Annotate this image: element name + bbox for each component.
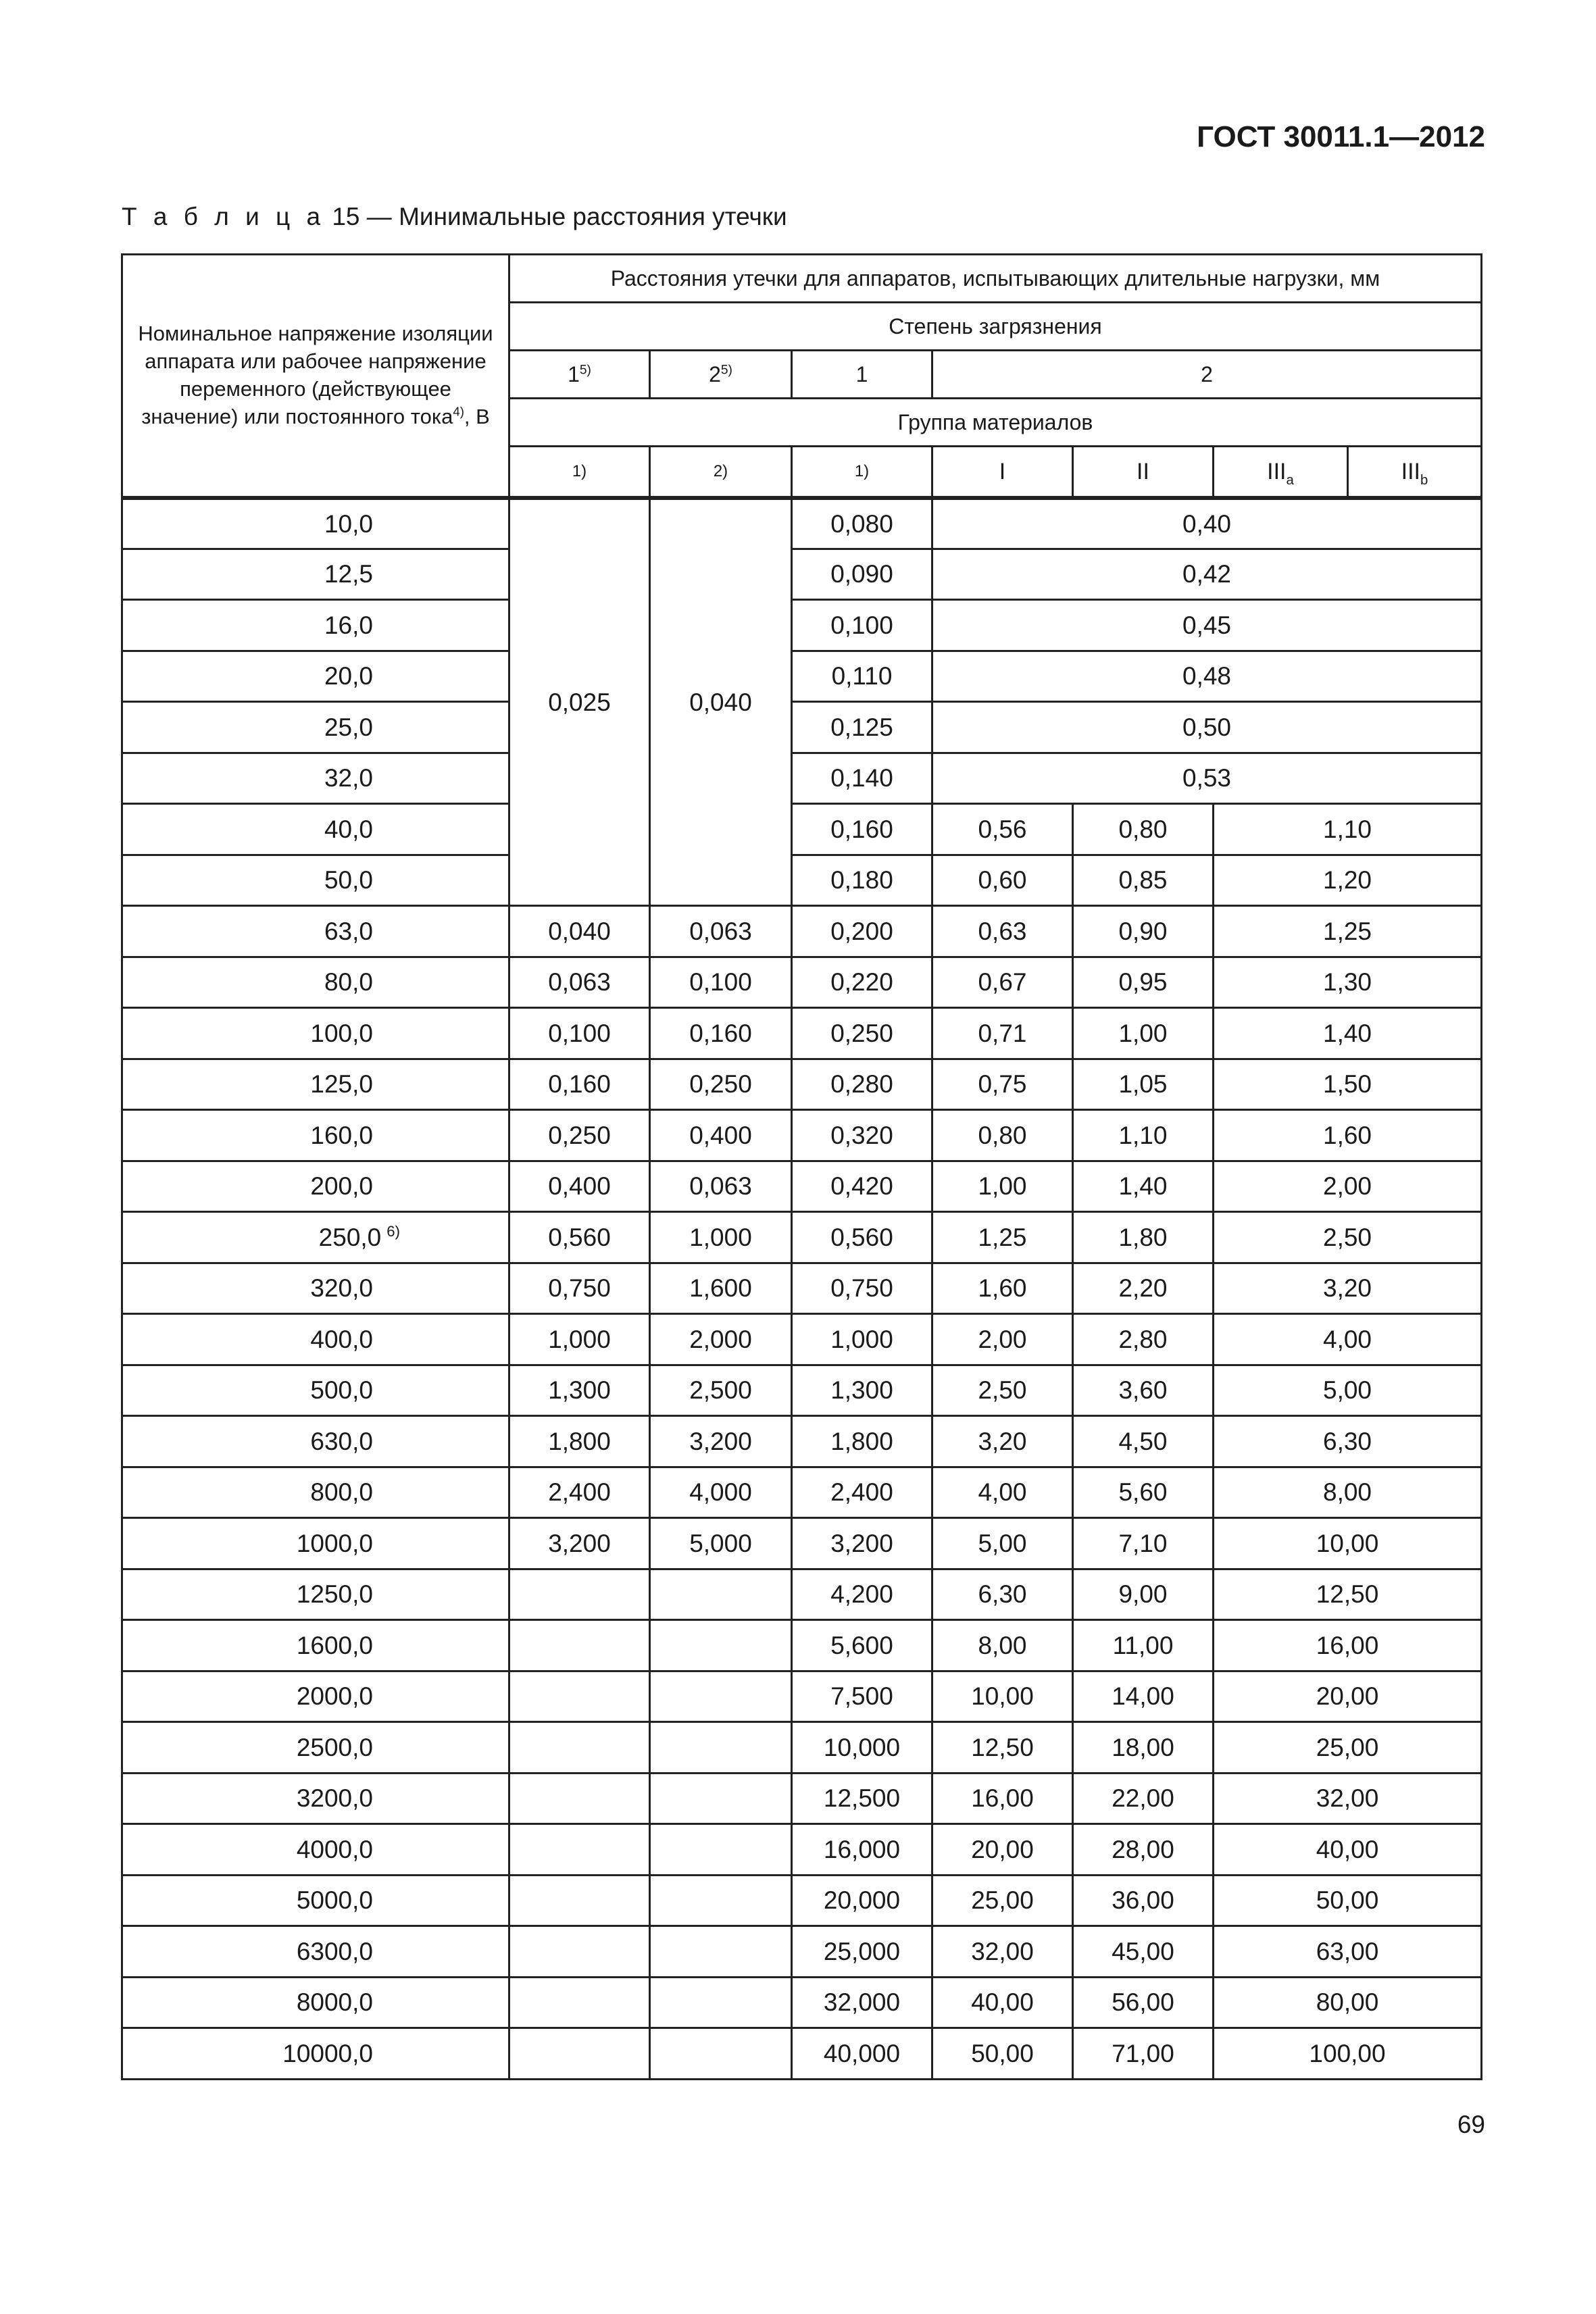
value-cell: 0,85 [1073, 855, 1214, 906]
value-cell: 0,063 [650, 1161, 792, 1212]
table-row [122, 957, 1482, 1008]
value-cell: 1,40 [1214, 1008, 1482, 1059]
value-cell: 16,000 [792, 1824, 932, 1876]
value-cell: 3,200 [792, 1518, 932, 1569]
table-row [122, 1824, 1482, 1876]
value-cell [509, 1620, 650, 1671]
table-row [122, 1263, 1482, 1314]
value-cell: 0,75 [932, 1059, 1073, 1110]
voltage-cell: 10,0 [122, 498, 509, 549]
value-cell: 50,00 [932, 2028, 1073, 2080]
value-cell: 1,000 [509, 1314, 650, 1365]
value-cell: 3,200 [650, 1416, 792, 1467]
value-cell: 0,080 [792, 498, 932, 549]
value-cell: 0,025 [509, 498, 650, 906]
value-cell: 0,400 [650, 1110, 792, 1161]
value-cell: 1,40 [1073, 1161, 1214, 1212]
table-row [122, 600, 1482, 651]
voltage-cell: 800,0 [122, 1467, 509, 1518]
value-cell: 0,160 [792, 804, 932, 855]
table-row [122, 1977, 1482, 2028]
value-cell [650, 1773, 792, 1824]
voltage-cell: 250,0 $^{6)}$ [122, 1212, 509, 1263]
value-cell: 0,560 [509, 1212, 650, 1263]
value-cell: 32,000 [792, 1977, 932, 2028]
value-cell: 0,67 [932, 957, 1073, 1008]
value-cell [509, 1926, 650, 1978]
value-cell [509, 1569, 650, 1620]
value-cell: 1,25 [1214, 906, 1482, 957]
voltage-cell: 1250,0 [122, 1569, 509, 1620]
value-cell: 4,000 [650, 1467, 792, 1518]
table-row [122, 1875, 1482, 1926]
value-cell: 2,20 [1073, 1263, 1214, 1314]
value-cell: 25,00 [1214, 1722, 1482, 1774]
table-row [122, 1110, 1482, 1161]
value-cell: 63,00 [1214, 1926, 1482, 1978]
value-cell: 7,500 [792, 1671, 932, 1722]
value-cell: 0,560 [792, 1212, 932, 1263]
table-row [122, 1722, 1482, 1774]
material-group-cell: $III_a$ [1214, 447, 1348, 498]
pollution-level-cell: 2 [932, 351, 1482, 399]
value-cell: 0,090 [792, 549, 932, 600]
value-cell: 0,400 [509, 1161, 650, 1212]
value-cell [509, 1773, 650, 1824]
table-row [122, 804, 1482, 855]
material-group-cell: $III_b$ [1348, 447, 1482, 498]
voltage-cell: 400,0 [122, 1314, 509, 1365]
voltage-cell: 100,0 [122, 1008, 509, 1059]
value-cell: 0,250 [509, 1110, 650, 1161]
table-row [122, 1212, 1482, 1263]
value-cell: 5,000 [650, 1518, 792, 1569]
value-cell: 18,00 [1073, 1722, 1214, 1774]
creepage-distance-table [121, 253, 1482, 2080]
value-cell: 0,320 [792, 1110, 932, 1161]
value-cell: 0,100 [509, 1008, 650, 1059]
page-number: 69 [1457, 2111, 1485, 2138]
value-cell: 25,000 [792, 1926, 932, 1978]
table-row [122, 1620, 1482, 1671]
value-cell: 1,10 [1214, 804, 1482, 855]
table-row [122, 1773, 1482, 1824]
voltage-cell: 16,0 [122, 600, 509, 651]
table-caption-number: 15 [332, 203, 360, 230]
voltage-cell: 630,0 [122, 1416, 509, 1467]
voltage-cell: 1000,0 [122, 1518, 509, 1569]
voltage-cell: 200,0 [122, 1161, 509, 1212]
value-cell: 25,00 [932, 1875, 1073, 1926]
value-cell: 4,00 [1214, 1314, 1482, 1365]
value-cell: 8,00 [1214, 1467, 1482, 1518]
value-cell: 1,800 [509, 1416, 650, 1467]
table-row [122, 1161, 1482, 1212]
value-cell: 0,90 [1073, 906, 1214, 957]
value-cell: 5,60 [1073, 1467, 1214, 1518]
voltage-cell: 40,0 [122, 804, 509, 855]
value-cell [650, 1671, 792, 1722]
voltage-cell: 3200,0 [122, 1773, 509, 1824]
value-cell: 0,420 [792, 1161, 932, 1212]
value-cell [650, 1875, 792, 1926]
value-cell: 36,00 [1073, 1875, 1214, 1926]
value-cell: 1,80 [1073, 1212, 1214, 1263]
value-cell: 10,00 [932, 1671, 1073, 1722]
value-cell: 1,00 [932, 1161, 1073, 1212]
table-caption-prefix: Т а б л и ц а [122, 203, 326, 230]
table-row [122, 498, 1482, 549]
table-row [122, 753, 1482, 804]
value-cell: 0,160 [650, 1008, 792, 1059]
voltage-cell: 2000,0 [122, 1671, 509, 1722]
voltage-cell: 20,0 [122, 651, 509, 702]
value-cell: 1,300 [509, 1365, 650, 1416]
value-cell: 12,500 [792, 1773, 932, 1824]
value-cell: 14,00 [1073, 1671, 1214, 1722]
value-cell [509, 1977, 650, 2028]
value-cell: 2,00 [1214, 1161, 1482, 1212]
value-cell: 20,000 [792, 1875, 932, 1926]
value-cell: 0,60 [932, 855, 1073, 906]
value-cell: 6,30 [932, 1569, 1073, 1620]
value-cell: 80,00 [1214, 1977, 1482, 2028]
distances-header: Расстояния утечки для аппаратов, испытывающих длительные нагрузки, мм [509, 255, 1482, 303]
value-cell: 1,10 [1073, 1110, 1214, 1161]
value-cell: 7,10 [1073, 1518, 1214, 1569]
table-row [122, 1518, 1482, 1569]
voltage-cell: 12,5 [122, 549, 509, 600]
value-cell: 0,180 [792, 855, 932, 906]
value-cell: 0,53 [932, 753, 1482, 804]
value-cell: 2,400 [509, 1467, 650, 1518]
table-row [122, 1059, 1482, 1110]
value-cell: 0,80 [932, 1110, 1073, 1161]
value-cell: 0,100 [650, 957, 792, 1008]
table-caption-title: — Минимальные расстояния утечки [366, 203, 787, 230]
value-cell: 3,200 [509, 1518, 650, 1569]
pollution-level-cell: 2$^{5)}$ [650, 351, 792, 399]
value-cell: 50,00 [1214, 1875, 1482, 1926]
value-cell: 45,00 [1073, 1926, 1214, 1978]
value-cell: 0,56 [932, 804, 1073, 855]
value-cell: 3,20 [1214, 1263, 1482, 1314]
value-cell: 0,063 [509, 957, 650, 1008]
value-cell: 8,00 [932, 1620, 1073, 1671]
value-cell: 0,110 [792, 651, 932, 702]
value-cell: 0,48 [932, 651, 1482, 702]
table-caption [122, 203, 787, 231]
value-cell: 5,00 [1214, 1365, 1482, 1416]
value-cell: 1,25 [932, 1212, 1073, 1263]
value-cell [650, 1620, 792, 1671]
value-cell: 0,750 [792, 1263, 932, 1314]
material-group-cell: 2) [650, 447, 792, 498]
voltage-cell: 50,0 [122, 855, 509, 906]
value-cell: 0,750 [509, 1263, 650, 1314]
table-row [122, 2028, 1482, 2080]
table-row [122, 651, 1482, 702]
value-cell: 1,20 [1214, 855, 1482, 906]
voltage-cell: 2500,0 [122, 1722, 509, 1774]
value-cell: 1,50 [1214, 1059, 1482, 1110]
value-cell: 1,300 [792, 1365, 932, 1416]
voltage-cell: 500,0 [122, 1365, 509, 1416]
value-cell: 1,60 [932, 1263, 1073, 1314]
document-code: ГОСТ 30011.1—2012 [1197, 120, 1485, 153]
value-cell: 0,100 [792, 600, 932, 651]
value-cell: 32,00 [932, 1926, 1073, 1978]
value-cell: 4,00 [932, 1467, 1073, 1518]
value-cell: 20,00 [932, 1824, 1073, 1876]
value-cell [650, 1722, 792, 1774]
voltage-cell: 5000,0 [122, 1875, 509, 1926]
value-cell: 16,00 [932, 1773, 1073, 1824]
value-cell [650, 1569, 792, 1620]
table-row [122, 1467, 1482, 1518]
value-cell: 1,600 [650, 1263, 792, 1314]
value-cell: 28,00 [1073, 1824, 1214, 1876]
value-cell: 4,50 [1073, 1416, 1214, 1467]
table-row [122, 1926, 1482, 1978]
value-cell [650, 1926, 792, 1978]
value-cell: 10,00 [1214, 1518, 1482, 1569]
value-cell: 1,05 [1073, 1059, 1214, 1110]
value-cell [650, 2028, 792, 2080]
value-cell: 32,00 [1214, 1773, 1482, 1824]
value-cell: 20,00 [1214, 1671, 1482, 1722]
material-group-header: Группа материалов [509, 399, 1482, 447]
value-cell: 0,140 [792, 753, 932, 804]
voltage-cell: 160,0 [122, 1110, 509, 1161]
value-cell: 0,50 [932, 702, 1482, 753]
value-cell: 10,000 [792, 1722, 932, 1774]
value-cell: 0,220 [792, 957, 932, 1008]
table-row [122, 1569, 1482, 1620]
value-cell: 2,50 [932, 1365, 1073, 1416]
value-cell: 11,00 [1073, 1620, 1214, 1671]
value-cell: 1,30 [1214, 957, 1482, 1008]
voltage-cell: 80,0 [122, 957, 509, 1008]
value-cell: 0,71 [932, 1008, 1073, 1059]
value-cell [509, 1875, 650, 1926]
value-cell: 1,000 [792, 1314, 932, 1365]
voltage-cell: 125,0 [122, 1059, 509, 1110]
voltage-cell: 4000,0 [122, 1824, 509, 1876]
table-row [122, 855, 1482, 906]
voltage-header: Номинальное напряжение изоляции аппарата или рабочее напряжение переменного (действующее значение) или постоянного тока$^{4)}$, В [122, 255, 509, 498]
material-group-cell: 1) [792, 447, 932, 498]
voltage-cell: 10000,0 [122, 2028, 509, 2080]
value-cell: 5,600 [792, 1620, 932, 1671]
value-cell: 40,00 [932, 1977, 1073, 2028]
value-cell: 22,00 [1073, 1773, 1214, 1824]
value-cell: 0,040 [509, 906, 650, 957]
pollution-level-cell: 1$^{5)}$ [509, 351, 650, 399]
value-cell: 40,00 [1214, 1824, 1482, 1876]
value-cell [509, 1671, 650, 1722]
voltage-cell: 6300,0 [122, 1926, 509, 1978]
voltage-cell: 320,0 [122, 1263, 509, 1314]
value-cell: 0,40 [932, 498, 1482, 549]
value-cell: 12,50 [932, 1722, 1073, 1774]
value-cell [509, 2028, 650, 2080]
table-row [122, 1416, 1482, 1467]
material-group-cell: II [1073, 447, 1214, 498]
voltage-cell: 1600,0 [122, 1620, 509, 1671]
value-cell: 3,20 [932, 1416, 1073, 1467]
value-cell: 2,500 [650, 1365, 792, 1416]
value-cell: 0,063 [650, 906, 792, 957]
value-cell [509, 1722, 650, 1774]
value-cell: 0,250 [792, 1008, 932, 1059]
value-cell: 2,00 [932, 1314, 1073, 1365]
voltage-cell: 8000,0 [122, 1977, 509, 2028]
value-cell: 16,00 [1214, 1620, 1482, 1671]
voltage-cell: 32,0 [122, 753, 509, 804]
value-cell: 1,00 [1073, 1008, 1214, 1059]
value-cell: 9,00 [1073, 1569, 1214, 1620]
value-cell: 0,160 [509, 1059, 650, 1110]
value-cell: 0,280 [792, 1059, 932, 1110]
value-cell: 2,400 [792, 1467, 932, 1518]
value-cell: 1,800 [792, 1416, 932, 1467]
value-cell: 5,00 [932, 1518, 1073, 1569]
value-cell: 0,125 [792, 702, 932, 753]
value-cell: 56,00 [1073, 1977, 1214, 2028]
table-row [122, 702, 1482, 753]
value-cell: 4,200 [792, 1569, 932, 1620]
value-cell: 12,50 [1214, 1569, 1482, 1620]
value-cell [650, 1824, 792, 1876]
table-row [122, 1008, 1482, 1059]
value-cell: 0,63 [932, 906, 1073, 957]
value-cell: 0,95 [1073, 957, 1214, 1008]
pollution-degree-header: Степень загрязнения [509, 303, 1482, 351]
table-row [122, 1365, 1482, 1416]
table-row [122, 1671, 1482, 1722]
value-cell: 2,000 [650, 1314, 792, 1365]
voltage-cell: 63,0 [122, 906, 509, 957]
value-cell: 2,80 [1073, 1314, 1214, 1365]
value-cell: 0,45 [932, 600, 1482, 651]
material-group-cell: 1) [509, 447, 650, 498]
value-cell: 0,250 [650, 1059, 792, 1110]
table-row [122, 549, 1482, 600]
value-cell: 40,000 [792, 2028, 932, 2080]
value-cell: 100,00 [1214, 2028, 1482, 2080]
value-cell: 1,000 [650, 1212, 792, 1263]
table-row [122, 1314, 1482, 1365]
value-cell: 0,80 [1073, 804, 1214, 855]
pollution-level-cell: 1 [792, 351, 932, 399]
value-cell: 6,30 [1214, 1416, 1482, 1467]
material-group-cell: I [932, 447, 1073, 498]
value-cell: 0,42 [932, 549, 1482, 600]
table-row [122, 906, 1482, 957]
value-cell: 0,040 [650, 498, 792, 906]
value-cell: 2,50 [1214, 1212, 1482, 1263]
value-cell: 3,60 [1073, 1365, 1214, 1416]
value-cell: 0,200 [792, 906, 932, 957]
value-cell: 71,00 [1073, 2028, 1214, 2080]
value-cell: 1,60 [1214, 1110, 1482, 1161]
value-cell [650, 1977, 792, 2028]
voltage-cell: 25,0 [122, 702, 509, 753]
value-cell [509, 1824, 650, 1876]
